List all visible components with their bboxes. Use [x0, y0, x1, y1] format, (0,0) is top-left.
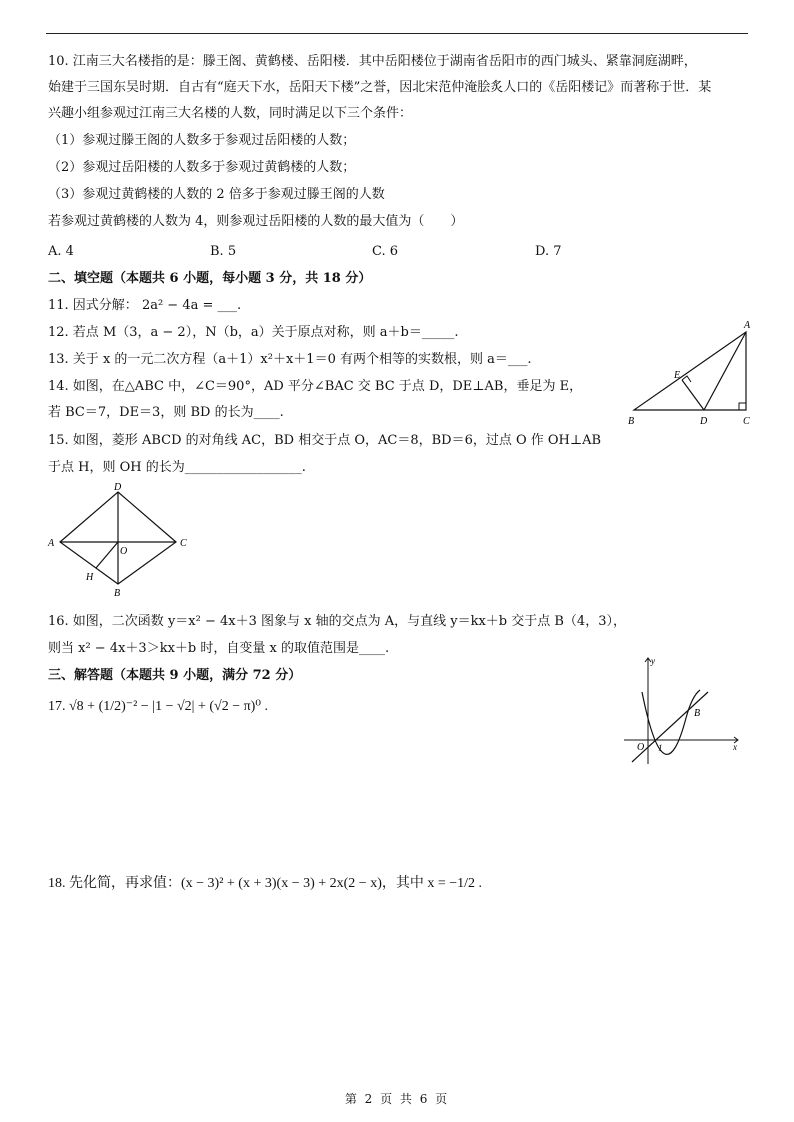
fig15-label-o: O [120, 546, 128, 557]
page-footer: 第 2 页 共 6 页 [344, 1092, 450, 1106]
section-3-heading: 三、解答题（本题共 9 小题，满分 72 分） [48, 668, 302, 683]
figure-q16-graph [620, 652, 744, 768]
fig15-label-a: A [48, 538, 55, 549]
q17-expression: 17. √8 + (1/2)⁻² − |1 − √2| + (√2 − π)⁰ . [48, 699, 268, 714]
q16-line1: 16. 如图，二次函数 y＝x² − 4x＋3 图象与 x 轴的交点为 A，与直线 y＝kx＋b 交于点 B（4，3）， [48, 614, 626, 629]
q10-condition-1: （1）参观过滕王阁的人数多于参观过岳阳楼的人数； [48, 133, 356, 148]
fig14-label-e: E [674, 370, 681, 381]
figure-q14-triangle [622, 318, 762, 430]
q14-line2: 若 BC＝7，DE＝3，则 BD 的长为____. [48, 405, 284, 420]
q10-condition-3: （3）参观过黄鹤楼的人数的 2 倍多于参观过滕王阁的人数 [48, 187, 385, 202]
q10-line2: 始建于三国东吴时期．自古有“庭天下水，岳阳天下楼”之誉，因北宋范仲淹脍炙人口的《岳阳楼记》而著称于世．某 [48, 80, 712, 95]
fig15-label-c: C [180, 538, 187, 549]
fig14-label-b: B [628, 416, 635, 427]
fig16-label-o: O [637, 742, 645, 753]
fig15-label-b: B [114, 588, 121, 599]
q10-option-a: A. 4 [48, 244, 74, 259]
fig16-label-x: x [733, 742, 737, 752]
fig16-label-b: B [694, 708, 701, 719]
q10-line3: 兴趣小组参观过江南三大名楼的人数，同时满足以下三个条件： [48, 106, 413, 121]
q10-option-b: B. 5 [210, 244, 237, 259]
header-rule [46, 33, 748, 34]
fig16-label-y: y [651, 656, 655, 666]
fig15-label-d: D [114, 482, 122, 493]
q10-condition-2: （2）参观过岳阳楼的人数多于参观过黄鹤楼的人数； [48, 160, 356, 175]
q18-expression: 18. 先化简，再求值：(x − 3)² + (x + 3)(x − 3) + 2x(2 − x)，其中 x = −1/2 . [48, 876, 483, 891]
fig14-label-d: D [700, 416, 708, 427]
q15-line2: 于点 H，则 OH 的长为__________________. [48, 460, 306, 475]
q14-line1: 14. 如图，在△ABC 中，∠C＝90°，AD 平分∠BAC 交 BC 于点 D，DE⊥AB，垂足为 E， [48, 379, 583, 394]
q16-line2: 则当 x² − 4x＋3＞kx＋b 时，自变量 x 的取值范围是____. [48, 641, 390, 656]
section-2-heading: 二、填空题（本题共 6 小题，每小题 3 分，共 18 分） [48, 271, 372, 286]
fig14-label-c: C [743, 416, 750, 427]
q10-line1: 10. 江南三大名楼指的是：滕王阁、黄鹤楼、岳阳楼．其中岳阳楼位于湖南省岳阳市的西门城头、紧靠洞庭湖畔， [48, 54, 697, 69]
fig15-label-h: H [86, 572, 94, 583]
q10-option-d: D. 7 [535, 244, 562, 259]
q10-option-c: C. 6 [372, 244, 399, 259]
figure-q15-rhombus [44, 480, 200, 604]
q13: 13. 关于 x 的一元二次方程（a＋1）x²＋x＋1＝0 有两个相等的实数根，则 a＝___. [48, 352, 532, 367]
fig14-label-a: A [744, 320, 751, 331]
q11: 11. 因式分解： 2a² − 4a = ___. [48, 298, 242, 313]
fig16-label-1: 1 [658, 743, 663, 753]
q10-question: 若参观过黄鹤楼的人数为 4，则参观过岳阳楼的人数的最大值为（ ） [48, 214, 464, 229]
q12: 12. 若点 M（3，a − 2），N（b，a）关于原点对称，则 a＋b＝_____. [48, 325, 459, 340]
q15-line1: 15. 如图，菱形 ABCD 的对角线 AC，BD 相交于点 O，AC＝8，BD＝6，过点 O 作 OH⊥AB [48, 433, 602, 448]
